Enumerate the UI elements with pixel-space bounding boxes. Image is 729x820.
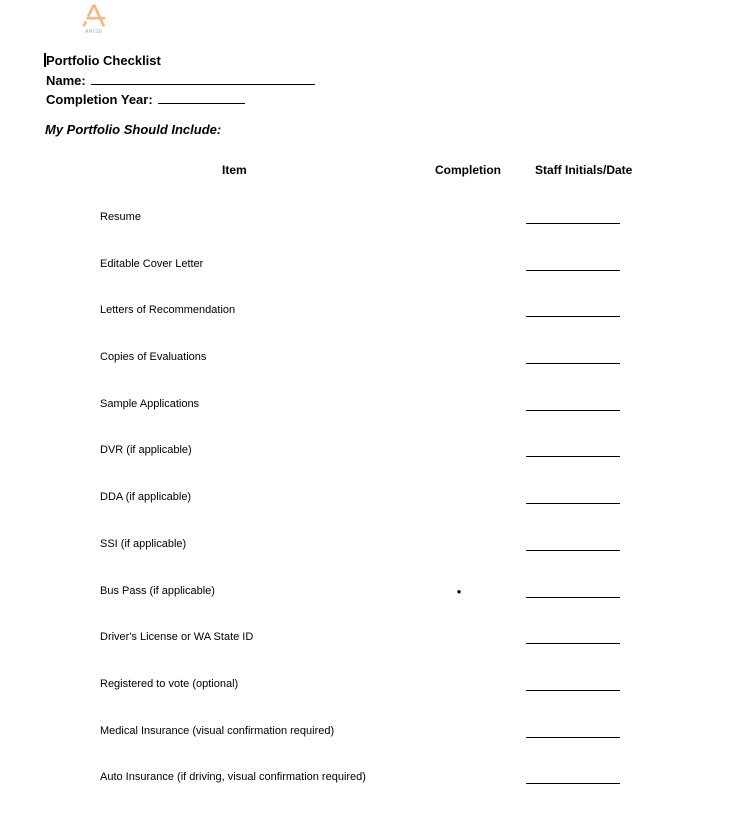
staff-initials-line[interactable] — [526, 491, 620, 504]
staff-initials-line[interactable] — [526, 631, 620, 644]
completion-marker[interactable] — [424, 767, 494, 771]
completion-year-row — [46, 89, 315, 109]
completion-marker[interactable] — [424, 534, 494, 538]
column-header-staff: Staff Initials/Date — [535, 163, 633, 177]
table-row — [0, 627, 729, 674]
completion-marker[interactable] — [424, 721, 494, 725]
item-label: Editable Cover Letter — [100, 257, 204, 270]
item-label: DVR (if applicable) — [100, 444, 192, 457]
item-label: Bus Pass (if applicable) — [100, 584, 215, 597]
completion-marker[interactable] — [424, 254, 494, 258]
column-header-completion: Completion — [435, 163, 501, 177]
item-label: Copies of Evaluations — [100, 351, 207, 364]
staff-initials-line[interactable] — [526, 258, 620, 271]
table-row — [0, 207, 729, 254]
section-heading: My Portfolio Should Include: — [45, 122, 222, 137]
item-label: Driver's License or WA State ID — [100, 631, 254, 644]
staff-initials-line[interactable] — [526, 538, 620, 551]
staff-initials-line[interactable] — [526, 678, 620, 691]
table-row — [0, 394, 729, 441]
table-row — [0, 534, 729, 581]
logo-wordmark: ARISE — [84, 29, 103, 35]
completion-bullet[interactable]: ● — [456, 586, 462, 596]
title-block — [46, 52, 315, 109]
checklist-rows — [0, 207, 729, 814]
item-label: Medical Insurance (visual confirmation required) — [100, 724, 335, 737]
page-title: Portfolio Checklist — [46, 53, 161, 68]
completion-year-blank-line[interactable] — [158, 89, 245, 104]
staff-initials-line[interactable] — [526, 398, 620, 411]
table-row — [0, 721, 729, 768]
logo — [74, 2, 114, 35]
staff-initials-line[interactable] — [526, 771, 620, 784]
table-row — [0, 440, 729, 487]
arise-logo-icon — [74, 2, 114, 29]
completion-year-label: Completion Year: — [46, 92, 153, 108]
completion-marker[interactable] — [424, 627, 494, 631]
item-label: Registered to vote (optional) — [100, 677, 239, 690]
staff-initials-line[interactable] — [526, 351, 620, 364]
completion-marker[interactable] — [424, 674, 494, 678]
table-header-row — [0, 164, 729, 180]
completion-marker[interactable] — [424, 207, 494, 211]
table-row — [0, 674, 729, 721]
staff-initials-line[interactable] — [526, 304, 620, 317]
name-label: Name: — [46, 72, 86, 88]
table-row — [0, 581, 729, 628]
item-label: Sample Applications — [100, 397, 200, 410]
staff-initials-line[interactable] — [526, 444, 620, 457]
item-label: DDA (if applicable) — [100, 491, 192, 504]
column-header-item: Item — [222, 163, 247, 177]
table-row — [0, 300, 729, 347]
table-row — [0, 487, 729, 534]
item-label: Auto Insurance (if driving, visual confirmation required) — [100, 771, 366, 784]
item-label: Letters of Recommendation — [100, 304, 236, 317]
name-blank-line[interactable] — [91, 70, 315, 85]
staff-initials-line[interactable] — [526, 585, 620, 598]
staff-initials-line[interactable] — [526, 725, 620, 738]
completion-marker[interactable] — [424, 300, 494, 304]
table-row — [0, 254, 729, 301]
table-row — [0, 347, 729, 394]
staff-initials-line[interactable] — [526, 211, 620, 224]
completion-marker[interactable] — [424, 347, 494, 351]
name-row — [46, 70, 315, 90]
completion-marker[interactable] — [424, 487, 494, 491]
completion-marker[interactable] — [424, 394, 494, 398]
completion-marker[interactable] — [424, 440, 494, 444]
table-row — [0, 767, 729, 814]
item-label: SSI (if applicable) — [100, 537, 187, 550]
item-label: Resume — [100, 211, 141, 223]
